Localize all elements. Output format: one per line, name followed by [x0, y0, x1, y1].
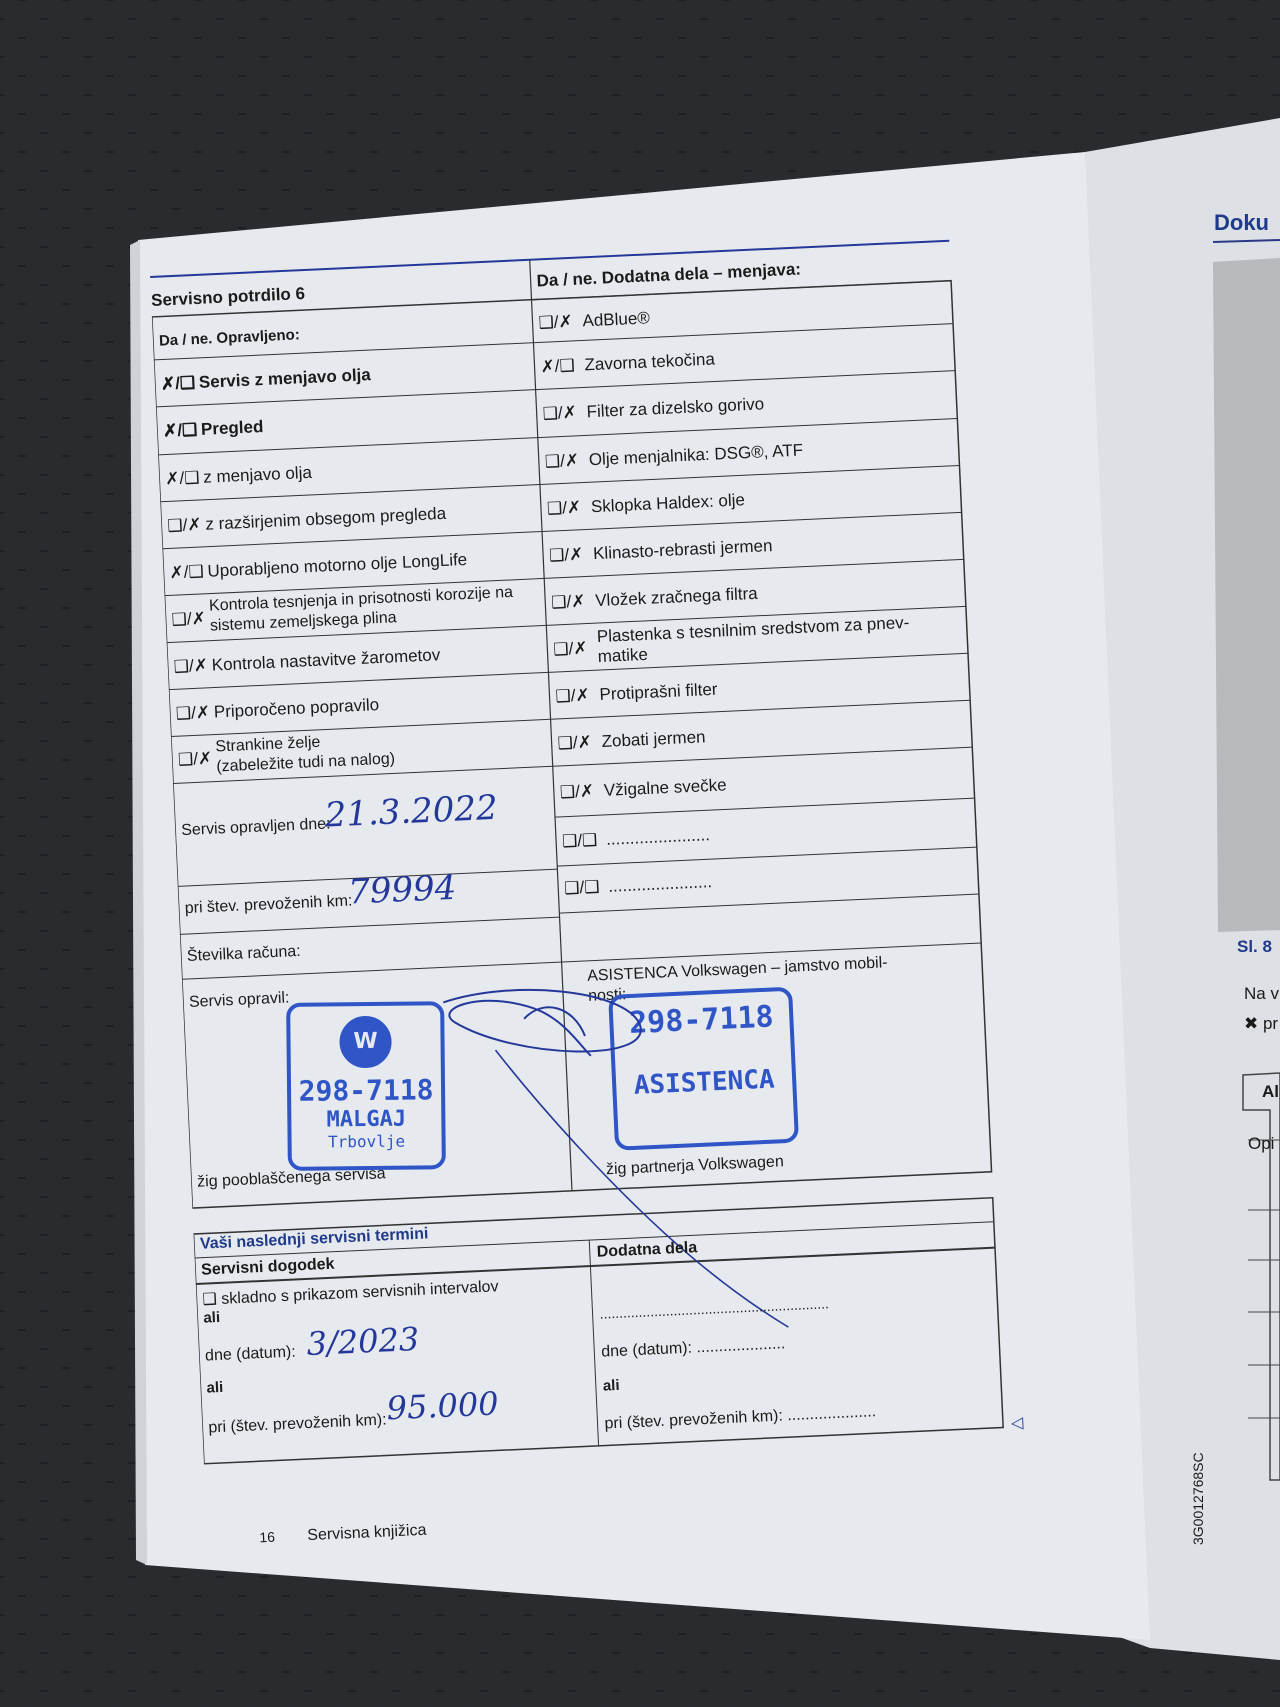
right-text-line: ✖ pr — [1244, 1014, 1279, 1033]
form-title: Servisno potrdilo 6 — [150, 283, 306, 310]
done-item-mark[interactable]: ❑/✗ — [175, 702, 211, 724]
extra-item-mark[interactable]: ❑/✗ — [544, 450, 580, 472]
invoice-label: Številka računa: — [186, 942, 302, 966]
next-date-handwritten: 3/2023 — [305, 1319, 420, 1363]
dealer-stamp-city: Trbovlje — [327, 1131, 406, 1152]
assistance-text-cont: nosti: — [587, 986, 627, 1005]
serviced-by-label: Servis opravil: — [188, 989, 290, 1011]
next-km-handwritten: 95.000 — [385, 1384, 500, 1428]
next-km-label: pri (štev. prevoženih km): — [207, 1411, 387, 1437]
done-item-label: Uporabljeno motorno olje LongLife — [207, 549, 468, 581]
done-item-label: Pregled — [200, 417, 264, 439]
or-label: ali — [206, 1378, 224, 1397]
right-text-line: Na v — [1244, 984, 1279, 1003]
done-item-label: Kontrola nastavitve žarometov — [211, 645, 441, 675]
done-item-label: Priporočeno popravilo — [213, 695, 380, 722]
next-col-extra: Dodatna dela — [596, 1239, 698, 1261]
right-heading: Doku — [1214, 210, 1269, 235]
done-item-label: z menjavo olja — [202, 462, 313, 487]
done-item-mark[interactable]: ✗/❑ — [169, 561, 205, 583]
done-item-mark[interactable]: ✗/❑ — [162, 420, 198, 441]
done-item-mark[interactable]: ❑/✗ — [171, 608, 207, 630]
done-item-mark[interactable]: ❑/✗ — [166, 514, 203, 536]
extra-item-mark[interactable]: ❑/✗ — [555, 685, 591, 707]
service-date-label: Servis opravljen dne: — [180, 815, 331, 840]
service-certificate — [150, 235, 1087, 1554]
done-item-label: Kontrola tesnjenja in prisotnosti korozije na — [208, 583, 514, 615]
page-number: 16 — [259, 1528, 276, 1546]
assistance-text: ASISTENCA Volkswagen – jamstvo mobil- — [586, 954, 888, 985]
done-item-mark[interactable]: ❑/✗ — [173, 655, 209, 677]
dealer-stamp-label: žig pooblaščenega servisa — [196, 1165, 386, 1191]
extra-item-label: Klinasto-rebrasti jermen — [592, 536, 773, 564]
dealer-stamp-phone: 298-7118 — [298, 1073, 434, 1108]
figure-label: Sl. 8 — [1237, 937, 1272, 956]
interval-option[interactable]: ❑ skladno s prikazom servisnih intervalov — [202, 1278, 499, 1309]
assistance-stamp-name: ASISTENCA — [633, 1064, 776, 1101]
extra-dotted-line: ........................................................... — [599, 1295, 830, 1322]
extra-item-label: Protiprašni filter — [599, 679, 718, 705]
done-item-mark[interactable]: ❑/✗ — [177, 748, 213, 770]
extra-km-label: pri (štev. prevoženih km): .................... — [604, 1403, 877, 1433]
extra-item-label: Vložek zračnega filtra — [594, 583, 759, 611]
next-col-event: Servisni dogodek — [200, 1255, 335, 1279]
extra-item-label: Vžigalne svečke — [603, 775, 727, 800]
dealer-stamp-name: MALGAJ — [326, 1106, 407, 1133]
extra-item-mark[interactable]: ❑/✗ — [559, 781, 595, 802]
extra-item-label: Sklopka Haldex: olje — [590, 490, 746, 517]
done-item-mark[interactable]: ✗/❑ — [164, 467, 200, 489]
done-item-label: Strankine želje — [215, 733, 321, 756]
done-item-label: z razširjenim obsegom pregleda — [204, 503, 447, 534]
km-label: pri štev. prevoženih km: — [184, 892, 353, 918]
extra-item-mark[interactable]: ❑/✗ — [557, 732, 593, 753]
extra-item-label-cont: matike — [597, 644, 649, 667]
extra-item-mark[interactable]: ✗/❑ — [540, 355, 576, 377]
extra-item-mark[interactable]: ❑/❑ — [563, 877, 600, 898]
extra-item-label: Plastenka s tesnilnim sredstvom za pnev- — [596, 612, 910, 647]
next-service-title: Vaši naslednji servisni termini — [199, 1225, 429, 1253]
or-label: ali — [602, 1376, 620, 1395]
right-box-label: Opi — [1248, 1134, 1275, 1153]
extra-item-mark[interactable]: ❑/✗ — [550, 591, 586, 613]
extra-date-label: dne (datum): .................... — [600, 1335, 786, 1361]
dealer-stamp — [286, 1001, 446, 1171]
done-item-label-cont: sistemu zemeljskega plina — [209, 609, 397, 635]
extra-item-mark[interactable]: ❑/❑ — [561, 830, 598, 851]
extra-item-label: ...................... — [607, 872, 713, 896]
right-box-title: Al — [1262, 1082, 1279, 1101]
km-handwritten: 79994 — [347, 867, 458, 913]
extra-item-mark[interactable]: ❑/✗ — [548, 544, 584, 566]
next-date-label: dne (datum): — [204, 1343, 297, 1365]
done-item-label-cont: (zabeležite tudi na nalog) — [216, 750, 396, 776]
extra-item-label: AdBlue® — [582, 308, 651, 331]
service-date-handwritten: 21.3.2022 — [323, 787, 499, 836]
continue-triangle-icon: ◁ — [1010, 1414, 1024, 1433]
extra-item-mark[interactable]: ❑/✗ — [552, 638, 589, 660]
vw-logo-icon: W — [339, 1016, 392, 1069]
extra-item-label: Filter za dizelsko gorivo — [586, 394, 765, 422]
done-item-mark[interactable]: ✗/❑ — [160, 373, 196, 394]
assistance-stamp — [608, 987, 799, 1151]
col-header-done: Da / ne. Opravljeno: — [158, 326, 301, 350]
footer-title: Servisna knjižica — [306, 1521, 427, 1545]
extra-item-label: ...................... — [605, 825, 711, 849]
extra-item-mark[interactable]: ❑/✗ — [546, 497, 582, 519]
document-code: 3G0012768SC — [1190, 1452, 1206, 1545]
done-item-label: Servis z menjavo olja — [198, 365, 372, 392]
col-header-extra: Da / ne. Dodatna dela – menjava: — [536, 259, 802, 291]
extra-item-label: Zobati jermen — [601, 727, 706, 751]
or-label: ali — [202, 1308, 221, 1327]
partner-stamp-label: žig partnerja Volkswagen — [605, 1153, 785, 1179]
extra-item-label: Olje menjalnika: DSG®, ATF — [588, 440, 804, 470]
extra-item-mark[interactable]: ❑/✗ — [538, 311, 574, 333]
assistance-stamp-phone: 298-7118 — [628, 999, 775, 1042]
extra-item-label: Zavorna tekočina — [584, 349, 716, 375]
extra-item-mark[interactable]: ❑/✗ — [542, 402, 578, 424]
